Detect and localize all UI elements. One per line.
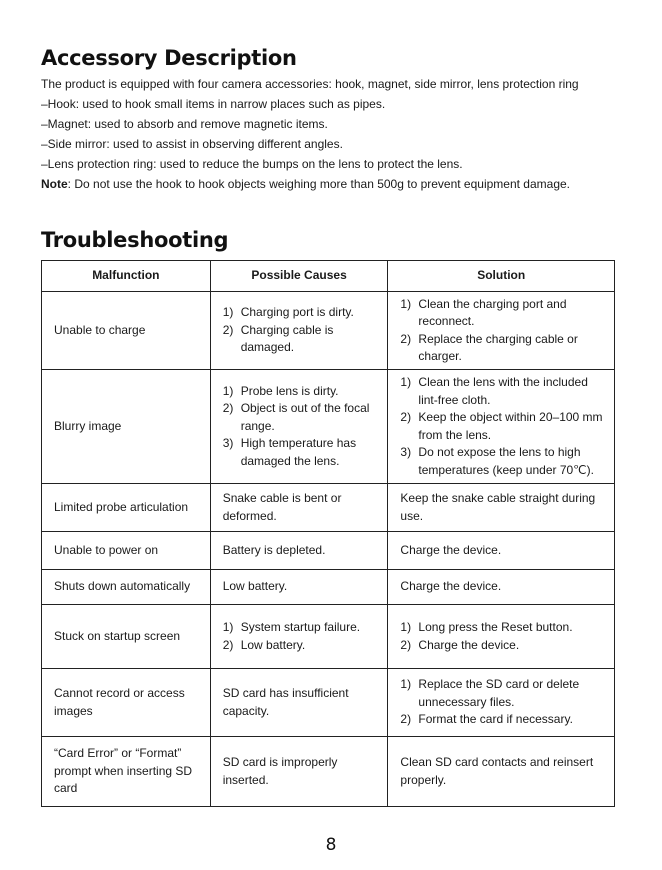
causes-cell	[210, 737, 388, 807]
list-number: 1)	[400, 677, 412, 692]
list-text: Replace the SD card or delete unnecessary files.	[418, 677, 580, 709]
table-row	[42, 292, 615, 370]
list-number: 1)	[400, 375, 412, 389]
solution-cell-text: Clean SD card contacts and reinsert properly.	[400, 755, 594, 787]
list-number: 2)	[222, 322, 234, 337]
note-text: : Do not use the hook to hook objects weighing more than 500g to prevent equipment damage.	[67, 177, 571, 191]
list-text: High temperature has damaged the lens.	[240, 436, 357, 468]
causes-cell	[210, 570, 388, 605]
causes-cell-list	[223, 619, 380, 654]
note-label: Note	[41, 177, 68, 191]
page-number: 8	[325, 835, 337, 855]
solution-cell	[388, 737, 615, 807]
solution-cell-list	[400, 619, 606, 654]
list-number: 1)	[222, 620, 234, 634]
causes-cell	[210, 669, 388, 737]
table-row	[42, 737, 615, 807]
causes-cell	[210, 605, 388, 669]
list-text: Do not expose the lens to high temperatures (keep under 70℃).	[418, 445, 594, 477]
solution-cell	[388, 370, 615, 484]
accessory-item-hook: –Hook: used to hook small items in narrow places such as pipes.	[41, 97, 386, 111]
table-row	[42, 570, 615, 605]
causes-cell-list	[223, 383, 380, 471]
table-row	[42, 484, 615, 532]
causes-cell-text: Low battery.	[222, 579, 288, 594]
list-item	[400, 409, 606, 444]
accessory-item-side-mirror: –Side mirror: used to assist in observing different angles.	[41, 137, 343, 151]
list-number: 1)	[400, 620, 412, 634]
list-item	[400, 296, 606, 331]
list-text: Object is out of the focal range.	[240, 401, 370, 433]
list-item	[400, 619, 606, 637]
list-number: 2)	[400, 637, 412, 652]
header-solution: Solution	[388, 261, 615, 292]
list-text: Charging cable is damaged.	[240, 322, 334, 355]
solution-cell	[388, 605, 615, 669]
troubleshooting-table	[41, 260, 615, 807]
causes-cell	[210, 484, 388, 532]
list-text: Low battery.	[240, 637, 306, 652]
list-text: Long press the Reset button.	[418, 620, 573, 634]
solution-cell	[388, 484, 615, 532]
list-number: 2)	[400, 410, 412, 424]
list-item	[400, 444, 606, 479]
list-text: Probe lens is dirty.	[240, 383, 339, 398]
malfunction-cell: Shuts down automatically	[42, 570, 211, 605]
list-number: 2)	[400, 712, 412, 727]
list-number: 3)	[222, 436, 234, 451]
list-item	[223, 400, 380, 435]
list-item	[400, 676, 606, 711]
solution-cell-list	[400, 374, 606, 479]
causes-cell	[210, 370, 388, 484]
list-number: 1)	[222, 305, 234, 320]
causes-cell-text: Snake cable is bent or deformed.	[222, 491, 342, 523]
malfunction-cell: Limited probe articulation	[42, 484, 211, 532]
list-number: 1)	[400, 296, 412, 311]
solution-cell	[388, 532, 615, 570]
accessory-note	[41, 174, 641, 194]
list-text: Clean the charging port and reconnect.	[418, 296, 567, 328]
list-item	[400, 374, 606, 409]
list-item	[400, 331, 606, 366]
malfunction-cell: Cannot record or access images	[42, 669, 211, 737]
table-body	[42, 292, 615, 807]
list-text: Replace the charging cable or charger.	[418, 331, 578, 363]
list-text: Clean the lens with the included lint-free cloth.	[418, 375, 588, 407]
list-text: Format the card if necessary.	[418, 712, 573, 727]
accessory-item-magnet: –Magnet: used to absorb and remove magnetic items.	[41, 117, 328, 131]
list-item	[400, 637, 606, 655]
list-number: 2)	[222, 637, 234, 652]
list-text: Charge the device.	[418, 637, 520, 652]
list-number: 2)	[400, 331, 412, 346]
list-item	[223, 435, 380, 470]
solution-cell-text: Charge the device.	[400, 542, 502, 557]
accessory-section	[41, 74, 641, 194]
table-row	[42, 370, 615, 484]
causes-cell-text: SD card has insufficient capacity.	[222, 686, 349, 718]
solution-cell-list	[400, 676, 606, 729]
solution-cell-text: Keep the snake cable straight during use.	[400, 491, 596, 523]
accessory-intro: The product is equipped with four camera accessories: hook, magnet, side mirror, lens protection ring	[41, 77, 579, 91]
list-number: 1)	[222, 383, 234, 398]
accessory-item-lens-ring: –Lens protection ring: used to reduce the bumps on the lens to protect the lens.	[41, 157, 463, 171]
malfunction-cell: Stuck on startup screen	[42, 605, 211, 669]
list-item	[223, 383, 380, 401]
accessory-title: Accessory Description	[41, 46, 297, 70]
list-number: 2)	[222, 401, 234, 416]
list-text: System startup failure.	[240, 620, 361, 634]
table-row	[42, 605, 615, 669]
causes-cell	[210, 292, 388, 370]
list-text: Keep the object within 20–100 mm from the lens.	[418, 410, 603, 442]
malfunction-cell: Unable to charge	[42, 292, 211, 370]
table-row	[42, 669, 615, 737]
troubleshooting-title: Troubleshooting	[41, 228, 229, 252]
table-header-row	[42, 261, 615, 292]
solution-cell-list	[400, 296, 606, 366]
list-item	[400, 711, 606, 729]
malfunction-cell: “Card Error” or “Format” prompt when inserting SD card	[42, 737, 211, 807]
causes-cell	[210, 532, 388, 570]
malfunction-cell: Unable to power on	[42, 532, 211, 570]
causes-cell-text: SD card is improperly inserted.	[222, 755, 338, 787]
header-possible-causes: Possible Causes	[210, 261, 388, 292]
solution-cell	[388, 292, 615, 370]
list-text: Charging port is dirty.	[240, 305, 354, 320]
solution-cell-text: Charge the device.	[400, 579, 502, 594]
table-row	[42, 532, 615, 570]
solution-cell	[388, 669, 615, 737]
solution-cell	[388, 570, 615, 605]
header-malfunction: Malfunction	[42, 261, 211, 292]
list-item	[223, 304, 380, 322]
causes-cell-text: Battery is depleted.	[222, 542, 326, 557]
causes-cell-list	[223, 304, 380, 357]
list-item	[223, 322, 380, 357]
malfunction-cell: Blurry image	[42, 370, 211, 484]
list-number: 3)	[400, 445, 412, 459]
list-item	[223, 637, 380, 655]
list-item	[223, 619, 380, 637]
